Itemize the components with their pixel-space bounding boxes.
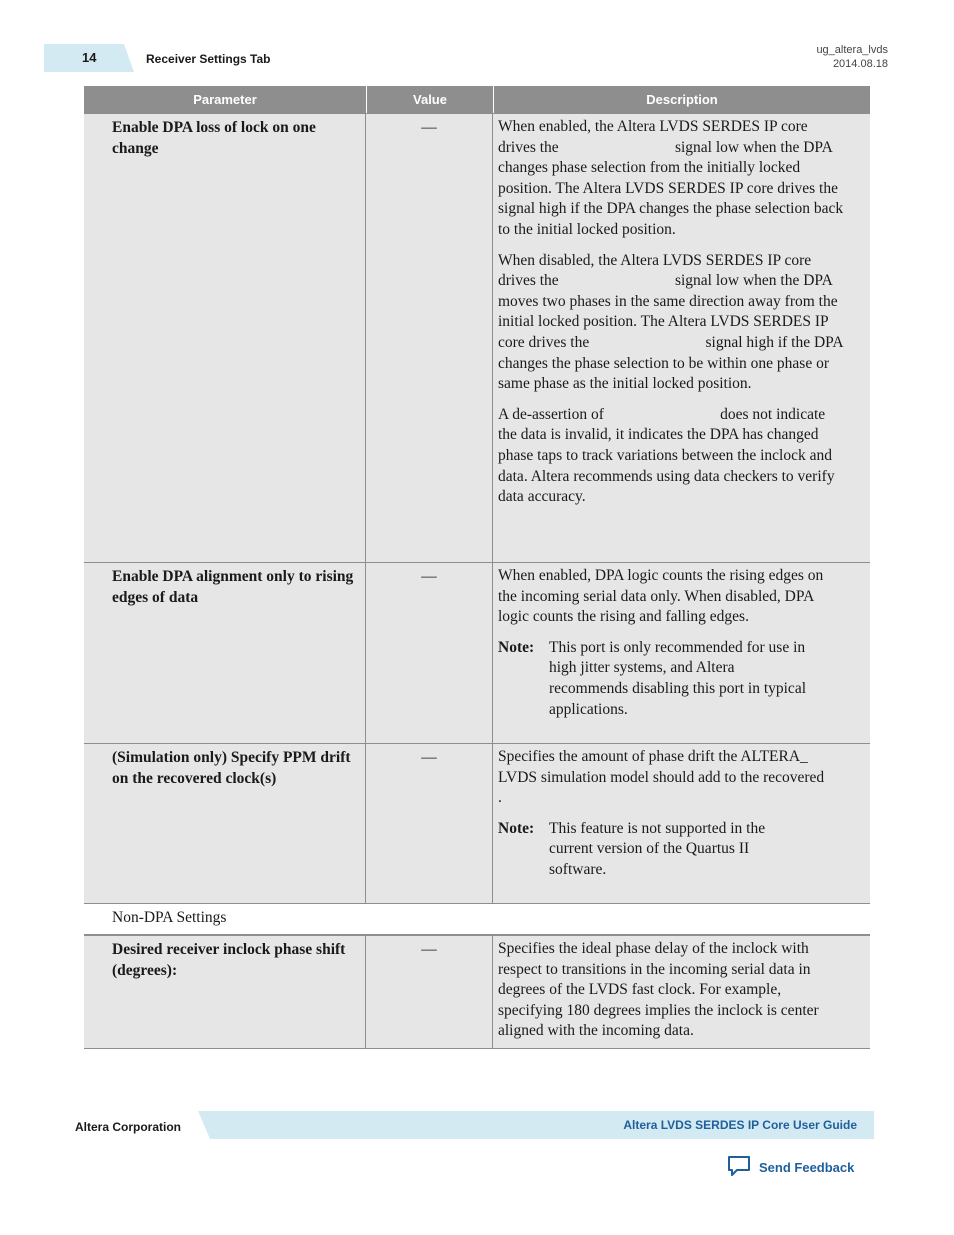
description-cell (493, 936, 870, 1048)
description-cell (493, 744, 941, 903)
table-row (84, 935, 870, 1049)
note-label: Note: (498, 638, 535, 656)
doc-meta (816, 43, 888, 71)
description-paragraph: When disabled, the Altera LVDS SERDES IP core drives the signal low when the DPA moves two phases in the same direction away from the initial locked position. The Altera LVDS SERDES IP core drives the signal high if the DPA changes the phase selection to be within one phase or same phase as the initial locked position. (498, 251, 847, 393)
column-header-parameter: Parameter (84, 86, 367, 113)
section-title: Receiver Settings Tab (146, 52, 271, 66)
parameter-cell: Enable DPA loss of lock on one change (84, 114, 366, 562)
note (498, 819, 846, 881)
doc-id: ug_altera_lvds (816, 44, 888, 56)
note-label: Note: (498, 819, 535, 837)
description-paragraph: Specifies the ideal phase delay of the inclock with respect to transitions in the incoming serial data in degrees of the LVDS fast clock. For example, specifying 180 degrees implies the inclock is center aligned with the incoming data. (498, 940, 819, 1040)
note (498, 638, 846, 720)
send-feedback-label: Send Feedback (759, 1160, 855, 1175)
subheading-non-dpa: Non-DPA Settings (84, 904, 870, 935)
column-header-value: Value (367, 86, 494, 113)
page-number: 14 (82, 50, 97, 65)
description-cell (493, 114, 954, 562)
parameter-cell: Enable DPA alignment only to rising edges of data (84, 563, 366, 743)
description-paragraph: When enabled, the Altera LVDS SERDES IP core drives the signal low when the DPA changes phase selection from the initially locked position. The Altera LVDS SERDES IP core drives the signal high if the DPA changes the phase selection back to the initial locked position. (498, 118, 954, 238)
value-cell: — (366, 936, 493, 1048)
description-cell (493, 563, 870, 743)
parameters-table (84, 86, 954, 1049)
description-paragraph: Specifies the amount of phase drift the ALTERA_ LVDS simulation model should add to the recovered . (498, 748, 941, 807)
parameter-cell: (Simulation only) Specify PPM drift on the recovered clock(s) (84, 744, 366, 903)
send-feedback-link[interactable] (727, 1155, 854, 1180)
doc-date: 2014.08.18 (832, 58, 888, 70)
value-cell: — (366, 114, 493, 562)
speech-bubble-icon (727, 1155, 759, 1180)
footer-guide-link[interactable]: Altera LVDS SERDES IP Core User Guide (623, 1118, 857, 1132)
note-text: This port is only recommended for use in high jitter systems, and Altera recommends disabling this port in typical applications. (549, 638, 806, 718)
table-row (84, 744, 941, 904)
footer-organization: Altera Corporation (75, 1120, 182, 1134)
value-cell: — (366, 563, 493, 743)
table-header (84, 86, 870, 113)
table-row (84, 563, 870, 744)
value-cell: — (366, 744, 493, 903)
description-paragraph: A de-assertion of does not indicate the data is invalid, it indicates the DPA has changed phase taps to track variations between the inclock and data. Altera recommends using data checkers to verify data accuracy. (498, 405, 887, 506)
parameter-cell: Desired receiver inclock phase shift (degrees): (84, 936, 366, 1048)
note-text: This feature is not supported in the current version of the Quartus II software. (549, 819, 766, 878)
table-row (84, 113, 954, 563)
description-paragraph: When enabled, DPA logic counts the rising edges on the incoming serial data only. When disabled, DPA logic counts the rising and falling edges. (498, 567, 824, 626)
column-header-description: Description (646, 92, 718, 107)
